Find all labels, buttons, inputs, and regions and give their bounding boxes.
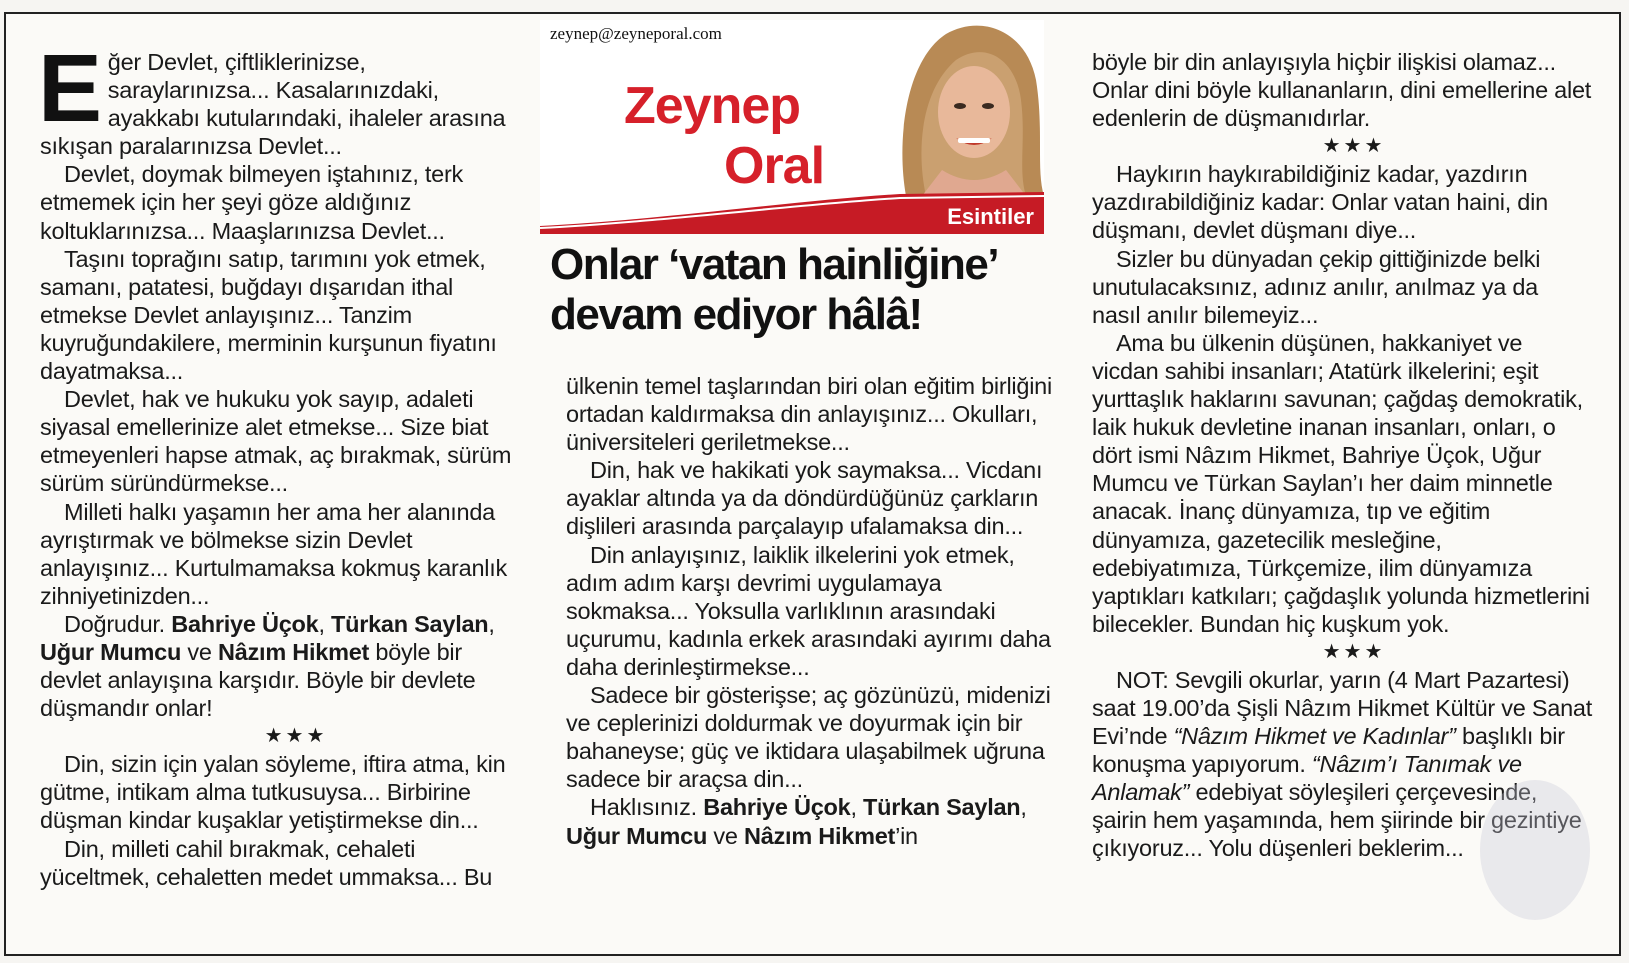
paragraph: Din anlayışınız, laiklik ilkelerini yok etmek, adım adım karşı devrimi uygulamaya sokmaksa... Yoksulla varlıklının arasındaki uçurumu, kadınla erkek arasındaki ayırımı daha daha derinleştirmekse... [566,541,1051,680]
name-bold: Türkan Saylan [863,794,1021,821]
paragraph [40,610,528,722]
column-header [540,20,1044,234]
paragraph [38,35,528,160]
section-separator: ★★★ [264,725,328,748]
paragraph: Milleti halkı yaşamın her ama her alanında ayrıştırmak ve bölmekse sizin Devlet anlayışınız... Kurtulmamaksa kokmuş karanlık zihniyetinizden... [40,498,508,609]
paragraph: Taşını toprağını satıp, tarımını yok etmek, samanı, patatesi, buğdayı dışarıdan ithal etmekse Devlet anlayışınız... Tanzim kuyruğundakilere, merminin kurşunun fiyatını dayatmaksa... [40,245,497,385]
author-first-name: Zeynep [624,77,801,135]
name-bold: Uğur Mumcu [40,638,182,665]
series-title-italic: “Nâzım’ı Tanımak ve Anlamak” [1092,751,1522,806]
paragraph: böyle bir din anlayışıyla hiçbir ilişkisi olamaz... Onlar dini böyle kullananların, dini emellerine alet edenlerin de düşmanıdırlar. [1092,49,1592,132]
watermark-stamp [1480,780,1590,920]
text: , [318,610,331,637]
text: edebiyat söyleşileri çerçevesinde, şairin hem yaşamında, hem şiirinde bir gezintiye çıkıyoruz... Yolu düşenleri beklerim... [1092,779,1582,862]
name-bold: Bahriye Üçok [171,610,319,637]
author-email: zeynep@zeyneporal.com [550,24,722,43]
text: ve [707,822,744,849]
text: böyle bir devlet anlayışına karşıdır. Böyle bir devlete düşmandır onlar! [40,638,476,722]
text: , [850,794,863,821]
text: ve [181,638,218,665]
paragraph: Din, hak ve hakikati yok saymaksa... Vicdanı ayaklar altında ya da döndürdüğünüz çarkların dişlileri arasında parçalayıp ufalamaksa din... [566,457,1043,540]
paragraph: Sadece bir gösterişse; aç gözünüzü, midenizi ve ceplerinizi doldurmak ve doyurmak için bir bahaneyse; güç ve iktidara ulaşabilmek uğruna sadece bir araçsa din... [566,682,1051,793]
paragraph: Haykırın haykırabildiğiniz kadar, yazdırın yazdırabildiğiniz kadar: Onlar vatan haini, din düşmanı, devlet düşmanı diye... [1092,161,1548,244]
headline [550,240,1050,340]
drop-cap: E [38,35,102,142]
paragraph: Ama bu ülkenin düşünen, hakkaniyet ve vicdan sahibi insanları; Atatürk ilkelerini; eşit yurttaşlık haklarını savunan; çağdaş demokratik, laik hukuk devletine inanan insanları, onları, o dört ismi Nâzım Hikmet, Bahriye Üçok, Uğur Mumcu ve Türkan Saylan’ı her daim minnetle anacak. İnanç dünyamıza, tıp ve eğitim dünyamıza, gazetecilik mesleğine, edebiyatımıza, Türkçemize, ilim dünyamıza yaptıkları katkıları; çağdaşlık yolunda hizmetlerini bilecekler. Bundan hiç kuşkum yok. [1092,329,1590,637]
paragraph: Din, milleti cahil bırakmak, cehaleti yüceltmek, cehaletten medet ummaksa... Bu [40,835,493,890]
name-bold: Türkan Saylan [331,610,489,637]
column-2 [566,372,1054,850]
headline-line-2: devam ediyor hâlâ! [550,290,922,339]
paragraph: ülkenin temel taşlarından biri olan eğitim birliğini ortadan kaldırmaksa din anlayışınız... Okulları, üniversiteleri geriletmekse... [566,373,1052,456]
author-photo [886,20,1044,196]
paragraph-text: ğer Devlet, çiftliklerinizse, saraylarınızsa... Kasalarınızdaki, ayakkabı kutularındaki, ihaleler arasına sıkışan paralarınızsa Devlet... [40,49,506,160]
text: , [1020,794,1027,821]
name-bold: Uğur Mumcu [566,822,708,849]
name-bold: Nâzım Hikmet [744,822,896,849]
section-separator: ★★★ [1322,640,1386,663]
paragraph: Devlet, hak ve hukuku yok sayıp, adaleti siyasal emellerinize alet etmekse... Size biat etmeyenleri hapse atmak, aç bırakmak, sürüm sürüm süründürmekse... [40,386,512,497]
author-last-name: Oral [724,137,825,195]
paragraph: Din, sizin için yalan söyleme, iftira atma, kin gütme, intikam alma tutkusuysa... Birbirine düşman kindar kuşaklar yetiştirmekse din... [40,751,506,834]
text: Doğrudur. [64,610,172,637]
text: Haklısınız. [590,794,704,821]
column-3 [1092,48,1592,863]
text: başlıklı bir konuşma yapıyorum. [1092,723,1565,778]
name-bold: Bahriye Üçok [703,794,851,821]
column-1 [38,35,528,891]
headline-line-1: Onlar ‘vatan hainliğine’ [550,240,999,289]
text: , [488,610,495,637]
paragraph: Sizler bu dünyadan çekip gittiğinizde belki unutulacaksınız, adınız anılır, anılmaz ya da nasıl anılır bilemeyiz... [1092,245,1541,328]
paragraph [566,793,1054,849]
text: NOT: Sevgili okurlar, yarın (4 Mart Pazartesi) saat 19.00’da Şişli Nâzım Hikmet Kültür ve Sanat Evi’nde [1092,666,1593,750]
event-title-italic: “Nâzım Hikmet ve Kadınlar” [1173,723,1456,750]
name-bold: Nâzım Hikmet [218,638,370,665]
section-label: Esintiler [947,204,1034,229]
section-separator: ★★★ [1322,135,1386,158]
text: ’in [895,822,918,849]
paragraph: Devlet, doymak bilmeyen iştahınız, terk etmemek için her şeyi göze aldığınız koltuklarınızsa... Maaşlarınızsa Devlet... [40,161,464,244]
